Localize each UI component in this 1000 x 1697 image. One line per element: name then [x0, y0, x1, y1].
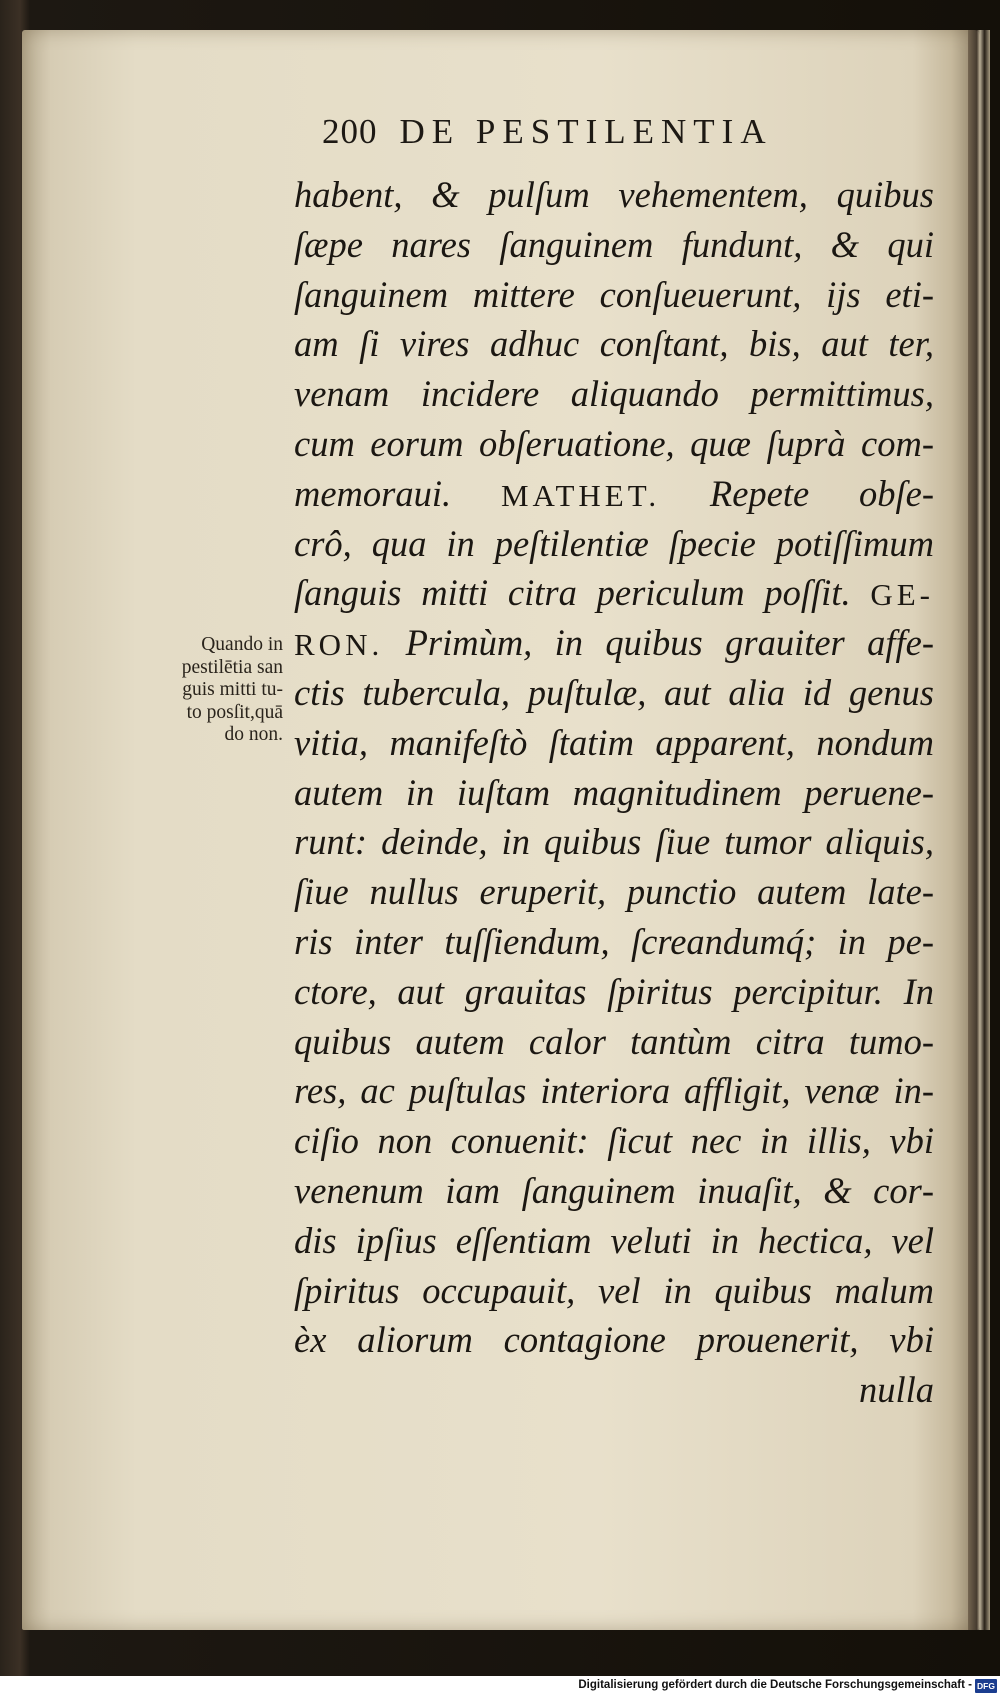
text-line: venenum iam ſanguinem inuaſit, & cor‑: [294, 1169, 934, 1211]
dfg-logo: DFG: [975, 1679, 997, 1693]
page-number: 200: [322, 112, 378, 151]
text-line: habent, & pulſum vehementem, quibus: [294, 174, 934, 215]
footer-bar: [0, 1676, 1000, 1697]
text-line: ctis tubercula, puſtulæ, aut alia id genus: [294, 671, 934, 713]
marginal-note-line: to posſit,quā: [186, 701, 283, 723]
catchword: nulla: [858, 1369, 934, 1411]
text-line: venam incidere aliquando permittimus,: [294, 373, 934, 415]
text-line: runt: deinde, in quibus ſiue tumor aliquis,: [294, 821, 934, 863]
text-line: vitia, manifeſtò ſtatim apparent, nondum: [294, 721, 934, 763]
text-line: am ſi vires adhuc conſtant, bis, aut ter,: [294, 323, 934, 365]
marginal-note-line: do non.: [224, 724, 283, 745]
marginal-note: [133, 634, 283, 747]
text-line: res, ac puſtulas interiora affligit, venæ in‑: [294, 1070, 934, 1112]
running-title: DE PESTILENTIA: [399, 112, 773, 151]
text-line: ſæpe nares ſanguinem fundunt, & qui: [294, 223, 934, 265]
text-line: èx aliorum contagione prouenerit, vbi: [294, 1319, 934, 1361]
text-line: ciſio non conuenit: ſicut nec in illis, vbi: [294, 1120, 934, 1162]
marginal-note-line: pestilētia san: [181, 656, 283, 678]
text-segment: memoraui.: [294, 472, 452, 514]
text-line: autem in iuſtam magnitudinem peruene‑: [294, 771, 934, 813]
marginal-note-line: guis mitti tu‑: [182, 679, 283, 700]
funding-credit: Digitalisierung gefördert durch die Deutsche Forschungsgemeinschaft -: [578, 1679, 972, 1691]
running-head: [322, 114, 773, 149]
text-line: ctore, aut grauitas ſpiritus percipitur. In: [294, 970, 934, 1012]
text-line: ris inter tuſſiendum, ſcreandumq́; in pe‑: [294, 920, 934, 962]
text-segment: Repete obſe‑: [709, 472, 934, 514]
text-line: dis ipſius eſſentiam veluti in hectica, vel: [294, 1219, 934, 1261]
text-line: quibus autem calor tantùm citra tumo‑: [294, 1020, 934, 1062]
text-segment: Primùm, in quibus grauiter affe‑: [405, 622, 934, 664]
text-line: cum eorum obſeruatione, quæ ſuprà com‑: [294, 422, 934, 464]
text-line: [294, 618, 934, 668]
text-line: ſpiritus occupauit, vel in quibus malum: [294, 1269, 934, 1311]
marginal-note-line: Quando in: [201, 634, 283, 655]
text-segment: ſanguis mitti citra periculum poſſit.: [294, 572, 851, 614]
speaker-name: MATHET.: [500, 477, 661, 513]
page-edge: [968, 30, 990, 1630]
text-line: ſiue nullus eruperit, punctio autem late‑: [294, 871, 934, 913]
text-line: [294, 469, 934, 519]
body-text: [294, 170, 934, 1415]
text-line: ſanguinem mittere conſueuerunt, ijs eti‑: [294, 273, 934, 315]
text-line: crô, qua in peſtilentiæ ſpecie potiſſimum: [294, 522, 934, 564]
speaker-name: GE‑: [870, 577, 935, 613]
speaker-name: RON.: [294, 627, 384, 663]
text-line: [294, 568, 934, 618]
